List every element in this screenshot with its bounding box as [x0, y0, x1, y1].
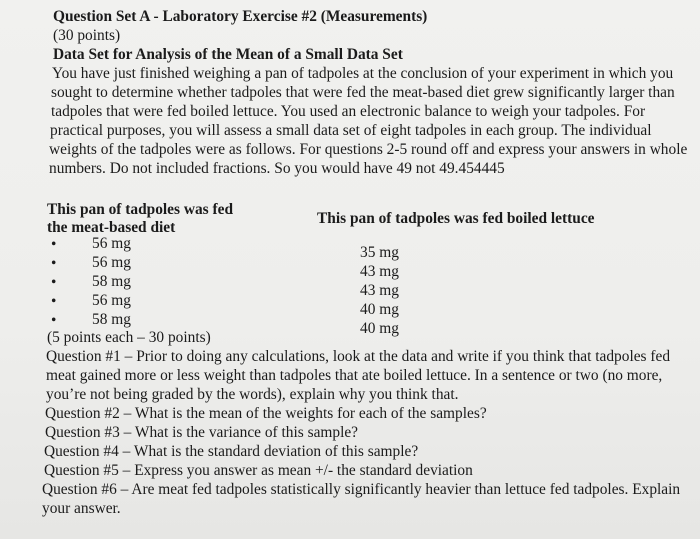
question-line: Question #4 – What is the standard deviation of this sample? [44, 443, 419, 460]
lettuce-column-header [317, 210, 677, 228]
question-line: Question #1 – Prior to doing any calculations, look at the data and write if you think that tadpoles fed [46, 348, 671, 365]
question-line: you’re not being graded by the words), explain why you think that. [46, 386, 459, 403]
bullet-icon: • [51, 255, 57, 272]
question-line: meat gained more or less weight than tadpoles that ate boiled lettuce. In a sentence or two (no more, [46, 367, 663, 384]
question-line: Question #5 – Express you answer as mean +/- the standard deviation [44, 462, 473, 479]
intro-line: numbers. Do not included fractions. So you would have 49 not 49.454445 [49, 160, 505, 177]
points-label: (30 points) [53, 27, 121, 44]
lettuce-header: This pan of tadpoles was fed boiled lettuce [317, 210, 595, 227]
question-line: Question #2 – What is the mean of the weights for each of the samples? [45, 405, 487, 422]
meat-column-header [47, 201, 307, 237]
question-line: your answer. [42, 500, 121, 517]
bullet-icon: • [51, 312, 57, 329]
meat-value: 56 mg [92, 292, 131, 309]
lettuce-value: 40 mg [360, 301, 399, 318]
meat-header-line2: the meat-based diet [47, 219, 176, 236]
meat-value: 56 mg [92, 254, 131, 271]
points-note: (5 points each – 30 points) [47, 329, 211, 346]
bullet-icon: • [51, 274, 57, 291]
lettuce-value: 43 mg [360, 282, 399, 299]
meat-value: 58 mg [92, 311, 131, 328]
lettuce-value: 35 mg [360, 244, 399, 261]
question-line: Question #3 – What is the variance of this sample? [45, 424, 359, 441]
lettuce-value: 43 mg [360, 263, 399, 280]
intro-line: tadpoles that were fed boiled lettuce. You used an electronic balance to weigh your tadpoles. For [51, 103, 646, 120]
page-title: Question Set A - Laboratory Exercise #2 (Measurements) [53, 8, 428, 25]
section-subtitle: Data Set for Analysis of the Mean of a Small Data Set [53, 46, 403, 63]
bullet-icon: • [51, 236, 57, 253]
intro-line: practical purposes, you will assess a small data set of eight tadpoles in each group. The individual [50, 122, 652, 139]
question-line: Question #6 – Are meat fed tadpoles statistically significantly heavier than lettuce fed tadpoles. Explain [42, 481, 681, 498]
bullet-icon: • [51, 293, 57, 310]
meat-value: 56 mg [92, 235, 131, 252]
intro-line: You have just finished weighing a pan of tadpoles at the conclusion of your experiment in which you [52, 65, 674, 82]
meat-header-line1: This pan of tadpoles was fed [47, 201, 234, 218]
meat-value: 58 mg [92, 273, 131, 290]
intro-line: weights of the tadpoles were as follows. For questions 2-5 round off and express your answers in whole [49, 141, 688, 158]
lettuce-value: 40 mg [360, 320, 399, 337]
intro-line: sought to determine whether tadpoles that were fed the meat-based diet grew significantly larger than [51, 84, 675, 101]
